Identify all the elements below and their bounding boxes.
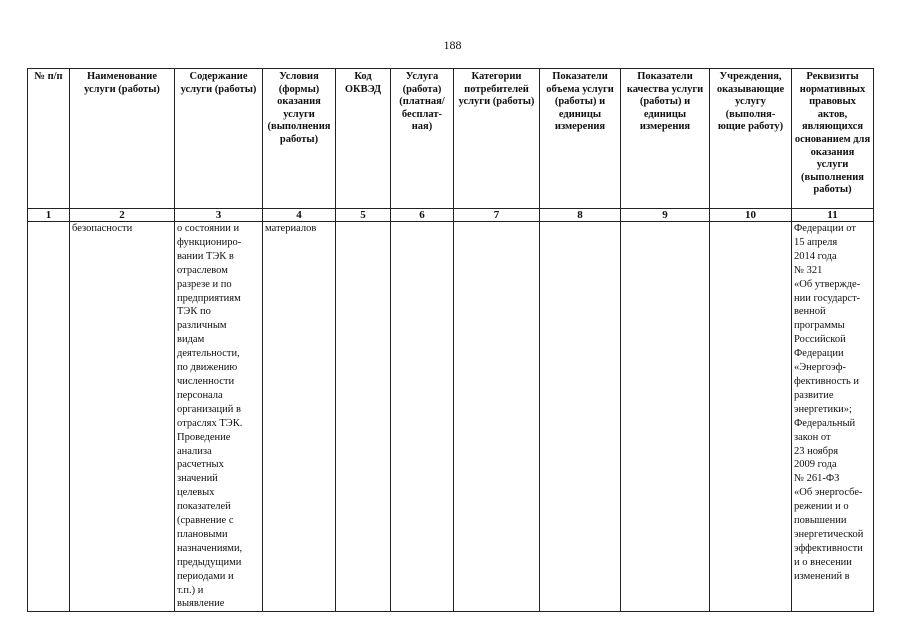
- header-cell-7: Категории потребителей услуги (работы): [454, 69, 540, 209]
- cell-text-line: ТЭК по: [177, 306, 211, 318]
- cell-text-line: вании ТЭК в: [177, 250, 234, 262]
- header-cell-8: Показатели объема услуги (работы) и единицы измерения: [540, 69, 621, 209]
- cell-text-line: 2009 года: [794, 459, 837, 471]
- header-cell-2: Наименование услуги (работы): [70, 69, 175, 209]
- cell-text-line: деятельности,: [177, 348, 240, 360]
- cell-text-line: разрезе и по: [177, 278, 232, 290]
- header-cell-6: Услуга (работа) (платная/ бесплат- ная): [391, 69, 454, 209]
- cell-text-line: различным: [177, 320, 227, 332]
- cell-text-line: видам: [177, 334, 205, 346]
- cell-text-line: Российской: [794, 334, 846, 346]
- cell-text-line: Проведение: [177, 431, 231, 443]
- cell-text-line: отраслевом: [177, 264, 228, 276]
- cell-text-line: выявление: [177, 598, 225, 610]
- column-number: 4: [263, 209, 336, 222]
- cell-text-line: целевых: [177, 487, 215, 499]
- cell-text-line: № 261-ФЗ: [794, 473, 840, 485]
- header-cell-3: Содержание услуги (работы): [175, 69, 263, 209]
- cell-text-line: (сравнение с: [177, 515, 234, 527]
- cell-text-line: о состоянии и: [177, 223, 240, 234]
- cell-text-line: численности: [177, 375, 235, 387]
- cell-text-line: отраслях ТЭК.: [177, 417, 243, 429]
- cell-consumers: [454, 222, 540, 612]
- cell-text-line: и о внесении: [794, 556, 852, 568]
- cell-okved: [336, 222, 391, 612]
- cell-text-line: венной: [794, 306, 826, 318]
- cell-service-content: [175, 222, 263, 612]
- header-cell-10: Учреждения, оказывающие услугу (выполня- ющие работу): [710, 69, 792, 209]
- cell-volume-indicators: [540, 222, 621, 612]
- column-number: 9: [621, 209, 710, 222]
- cell-text-line: «Об энергосбе-: [794, 487, 863, 499]
- cell-text-line: 2014 года: [794, 250, 837, 262]
- cell-text-line: 23 ноября: [794, 445, 839, 457]
- column-number: 5: [336, 209, 391, 222]
- cell-text-line: по движению: [177, 362, 238, 374]
- cell-text-line: программы: [794, 320, 845, 332]
- column-number: 10: [710, 209, 792, 222]
- column-number: 3: [175, 209, 263, 222]
- cell-text-line: значений: [177, 473, 218, 485]
- cell-text-line: эффективности: [794, 542, 863, 554]
- cell-text-line: повышении: [794, 515, 847, 527]
- cell-text-line: Федерации: [794, 348, 844, 360]
- cell-text-line: фективность и: [794, 375, 860, 387]
- column-number: 1: [28, 209, 70, 222]
- cell-text-line: организаций в: [177, 403, 241, 415]
- header-row: [28, 69, 874, 209]
- column-number: 11: [792, 209, 874, 222]
- cell-text-line: энергетической: [794, 528, 864, 540]
- table-row: [28, 222, 874, 612]
- cell-legal-acts: [792, 222, 874, 612]
- cell-text-line: нии государст-: [794, 292, 861, 304]
- services-table: [27, 68, 874, 612]
- column-number: 8: [540, 209, 621, 222]
- cell-text-line: периодами и: [177, 570, 234, 582]
- cell-text-line: развитие: [794, 389, 834, 401]
- cell-text-line: персонала: [177, 389, 223, 401]
- cell-paid-free: [391, 222, 454, 612]
- cell-text-line: Федерации от: [794, 223, 856, 234]
- cell-text-line: Федеральный: [794, 417, 856, 429]
- cell-text-line: энергетики»;: [794, 403, 852, 415]
- column-number: 2: [70, 209, 175, 222]
- header-cell-11: Реквизиты нормативных правовых актов, являющихся основанием для оказания услуги (выполнения работы): [792, 69, 874, 209]
- cell-conditions: материалов: [263, 222, 336, 612]
- cell-text-line: расчетных: [177, 459, 224, 471]
- cell-text-line: закон от: [794, 431, 831, 443]
- header-cell-1: № п/п: [28, 69, 70, 209]
- cell-quality-indicators: [621, 222, 710, 612]
- cell-text-line: изменений в: [794, 570, 850, 582]
- cell-institutions: [710, 222, 792, 612]
- cell-number: [28, 222, 70, 612]
- cell-text-line: предприятиям: [177, 292, 241, 304]
- cell-text-line: показателей: [177, 501, 231, 513]
- header-cell-5: Код ОКВЭД: [336, 69, 391, 209]
- cell-text-line: режении и о: [794, 501, 849, 513]
- header-cell-9: Показатели качества услуги (работы) и единицы измерения: [621, 69, 710, 209]
- header-cell-4: Условия (формы) оказания услуги (выполнения работы): [263, 69, 336, 209]
- cell-text-line: предыдущими: [177, 556, 242, 568]
- cell-text-line: функциониро-: [177, 236, 242, 248]
- cell-service-name: безопасности: [70, 222, 175, 612]
- cell-text-line: назначениями,: [177, 542, 243, 554]
- page-number: 188: [443, 38, 462, 52]
- cell-text-line: 15 апреля: [794, 236, 838, 248]
- column-number-row: [28, 209, 874, 222]
- cell-text-line: № 321: [794, 264, 823, 276]
- cell-text-line: «Энергоэф-: [794, 362, 846, 374]
- cell-text-line: плановыми: [177, 528, 228, 540]
- cell-text-line: т.п.) и: [177, 584, 204, 596]
- column-number: 6: [391, 209, 454, 222]
- cell-text-line: «Об утвержде-: [794, 278, 861, 290]
- cell-text-line: анализа: [177, 445, 212, 457]
- column-number: 7: [454, 209, 540, 222]
